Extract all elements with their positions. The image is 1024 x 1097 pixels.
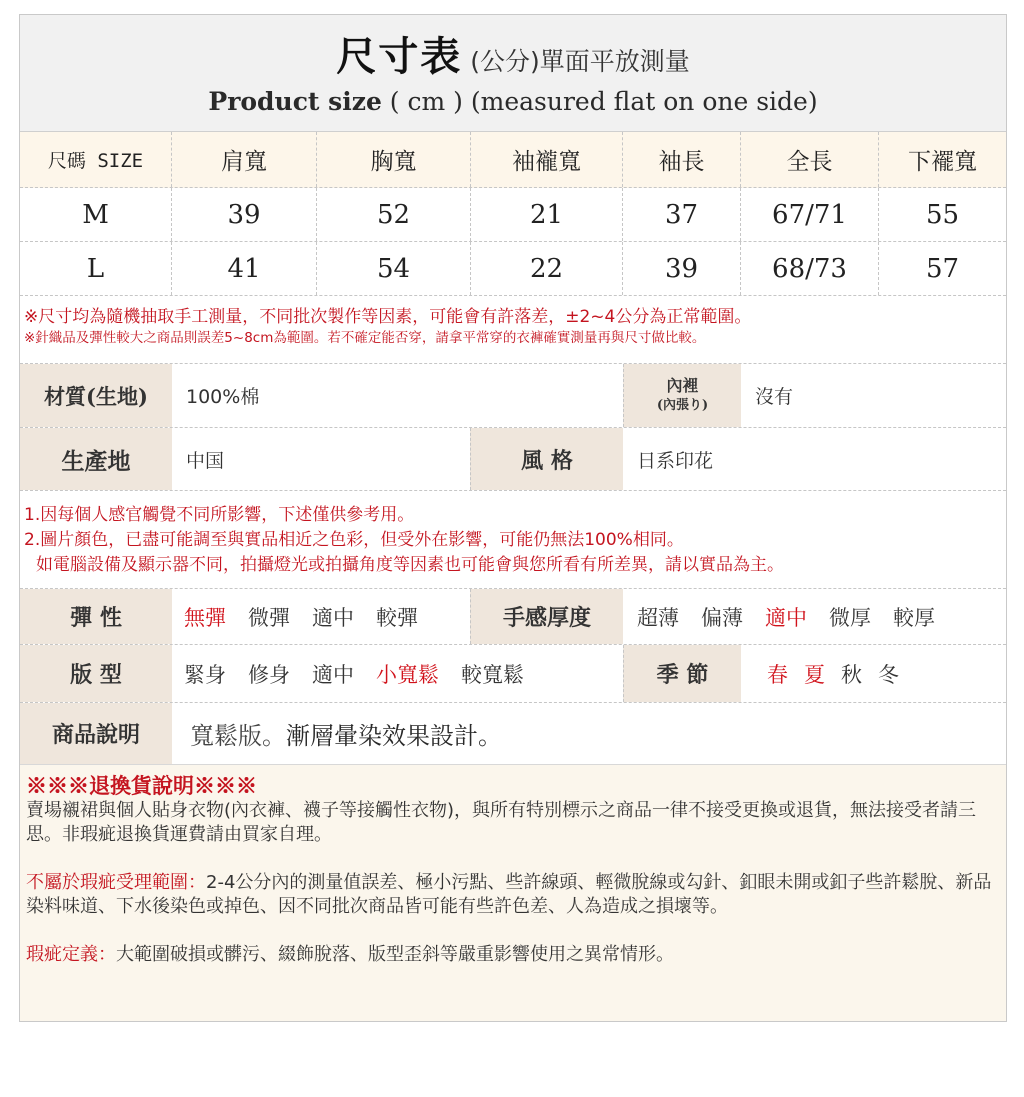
page-subtitle-bold: Product size (208, 87, 382, 116)
table-cell: 22 (471, 242, 623, 295)
origin-row (20, 428, 1006, 491)
style-value: 日系印花 (637, 449, 714, 472)
fit-option-selected: 小寬鬆 (376, 662, 439, 687)
table-cell: 37 (623, 188, 741, 241)
col-header-hem: 下襬寬 (908, 149, 977, 175)
material-label: 材質(生地) (20, 364, 172, 427)
elasticity-option: 微彈 (248, 605, 290, 630)
table-cell: L (20, 242, 172, 295)
page-subtitle: ( cm ) (measured flat on one side) (381, 87, 818, 116)
elasticity-label: 彈 性 (20, 589, 172, 644)
policy-lead-3: 瑕疵定義： (26, 944, 116, 965)
policy-paragraph-3: 瑕疵定義：大範圍破損或髒污、綴飾脫落、版型歪斜等嚴重影響使用之異常情形。 (26, 944, 674, 965)
policy-title: ※※※退換貨說明※※※ (26, 773, 257, 798)
origin-value: 中国 (186, 449, 225, 472)
season-option-selected: 夏 (804, 662, 825, 687)
fit-option: 適中 (312, 662, 354, 687)
description-text: 寬鬆版。 漸層暈染效果設計。 (190, 722, 502, 750)
col-header-size: 尺碼 SIZE (20, 132, 172, 187)
thickness-option: 超薄 (637, 605, 679, 630)
fit-row (20, 645, 1006, 703)
size-chart-sheet (19, 14, 1007, 1022)
season-option-selected: 春 (767, 662, 788, 687)
notice-line-1: 1.因每個人感官觸覺不同所影響，下述僅供參考用。 (24, 505, 415, 525)
col-header-shoulder: 肩寬 (172, 132, 317, 187)
col-header-sleeve: 袖長 (623, 132, 741, 187)
table-cell: 21 (471, 188, 623, 241)
material-value: 100%棉 (186, 386, 260, 408)
thickness-label: 手感厚度 (470, 589, 623, 644)
fit-label: 版 型 (20, 645, 172, 702)
page-title-sub: (公分)單面平放測量 (470, 47, 690, 76)
table-cell: 68/73 (741, 242, 879, 295)
fit-option: 較寬鬆 (461, 662, 524, 687)
thickness-option-selected: 適中 (765, 605, 807, 630)
description-row (20, 703, 1006, 765)
size-table-header (20, 132, 1006, 188)
size-note-1: ※尺寸均為隨機抽取手工測量，不同批次製作等因素，可能會有許落差，±2~4公分為正常範圍。 (24, 307, 752, 327)
table-row (20, 242, 1006, 296)
fit-option: 修身 (248, 662, 290, 687)
notice-line-2: 2.圖片顏色，已盡可能調至與實品相近之色彩，但受外在影響，可能仍無法100%相同。 (24, 530, 684, 550)
table-cell: 52 (317, 188, 471, 241)
season-option: 秋 (841, 662, 862, 687)
col-header-length: 全長 (741, 132, 879, 187)
table-cell: 57 (925, 253, 960, 284)
return-policy (20, 765, 1006, 1021)
table-cell: M (20, 188, 172, 241)
fit-option: 緊身 (184, 662, 226, 687)
elasticity-option: 適中 (312, 605, 354, 630)
col-header-armhole: 袖襱寬 (471, 132, 623, 187)
policy-lead-2: 不屬於瑕疵受理範圍： (26, 872, 206, 893)
table-cell: 54 (317, 242, 471, 295)
lining-value: 沒有 (755, 386, 794, 408)
chart-header (20, 15, 1006, 132)
season-options (741, 645, 1006, 702)
table-row (20, 188, 1006, 242)
season-option: 冬 (878, 662, 899, 687)
page-title: 尺寸表 (336, 34, 463, 80)
elasticity-option: 較彈 (376, 605, 418, 630)
thickness-option: 微厚 (829, 605, 871, 630)
color-notice (20, 491, 1006, 589)
table-cell: 67/71 (741, 188, 879, 241)
elasticity-row (20, 589, 1006, 645)
lining-label: 內裡 (內張り) (623, 364, 741, 427)
policy-paragraph-2: 不屬於瑕疵受理範圍：2-4公分內的測量值誤差、極小污點、些許線頭、輕微脫線或勾針、釦眼未開或釦子些許鬆脫、新品染料味道、下水後染色或掉色、因不同批次商品皆可能有些許色差、人為造成之損壞等。 (26, 872, 992, 917)
thickness-option: 偏薄 (701, 605, 743, 630)
size-notes (20, 296, 1006, 364)
table-cell: 41 (172, 242, 317, 295)
material-row (20, 364, 1006, 428)
table-cell: 39 (172, 188, 317, 241)
season-label: 季 節 (623, 645, 741, 702)
style-label: 風 格 (470, 428, 623, 490)
table-cell: 55 (925, 199, 960, 230)
description-label: 商品說明 (20, 703, 172, 764)
elasticity-options (172, 589, 470, 644)
policy-paragraph-1: 賣場襯裙與個人貼身衣物(內衣褲、襪子等接觸性衣物)，與所有特別標示之商品一律不接受更換或退貨，無法接受者請三思。非瑕疵退換貨運費請由買家自理。 (26, 800, 977, 845)
thickness-options (623, 589, 1006, 644)
size-note-2: ※針織品及彈性較大之商品則誤差5~8cm為範圍。若不確定能否穿，請拿平常穿的衣褲確實測量再與尺寸做比較。 (24, 330, 706, 346)
elasticity-option-selected: 無彈 (184, 605, 226, 630)
table-cell: 39 (623, 242, 741, 295)
col-header-chest: 胸寬 (317, 132, 471, 187)
origin-label: 生產地 (20, 428, 172, 490)
thickness-option: 較厚 (893, 605, 935, 630)
notice-line-3: 如電腦設備及顯示器不同，拍攝燈光或拍攝角度等因素也可能會與您所看有所差異，請以實品為主。 (36, 555, 784, 575)
fit-options (172, 645, 623, 702)
